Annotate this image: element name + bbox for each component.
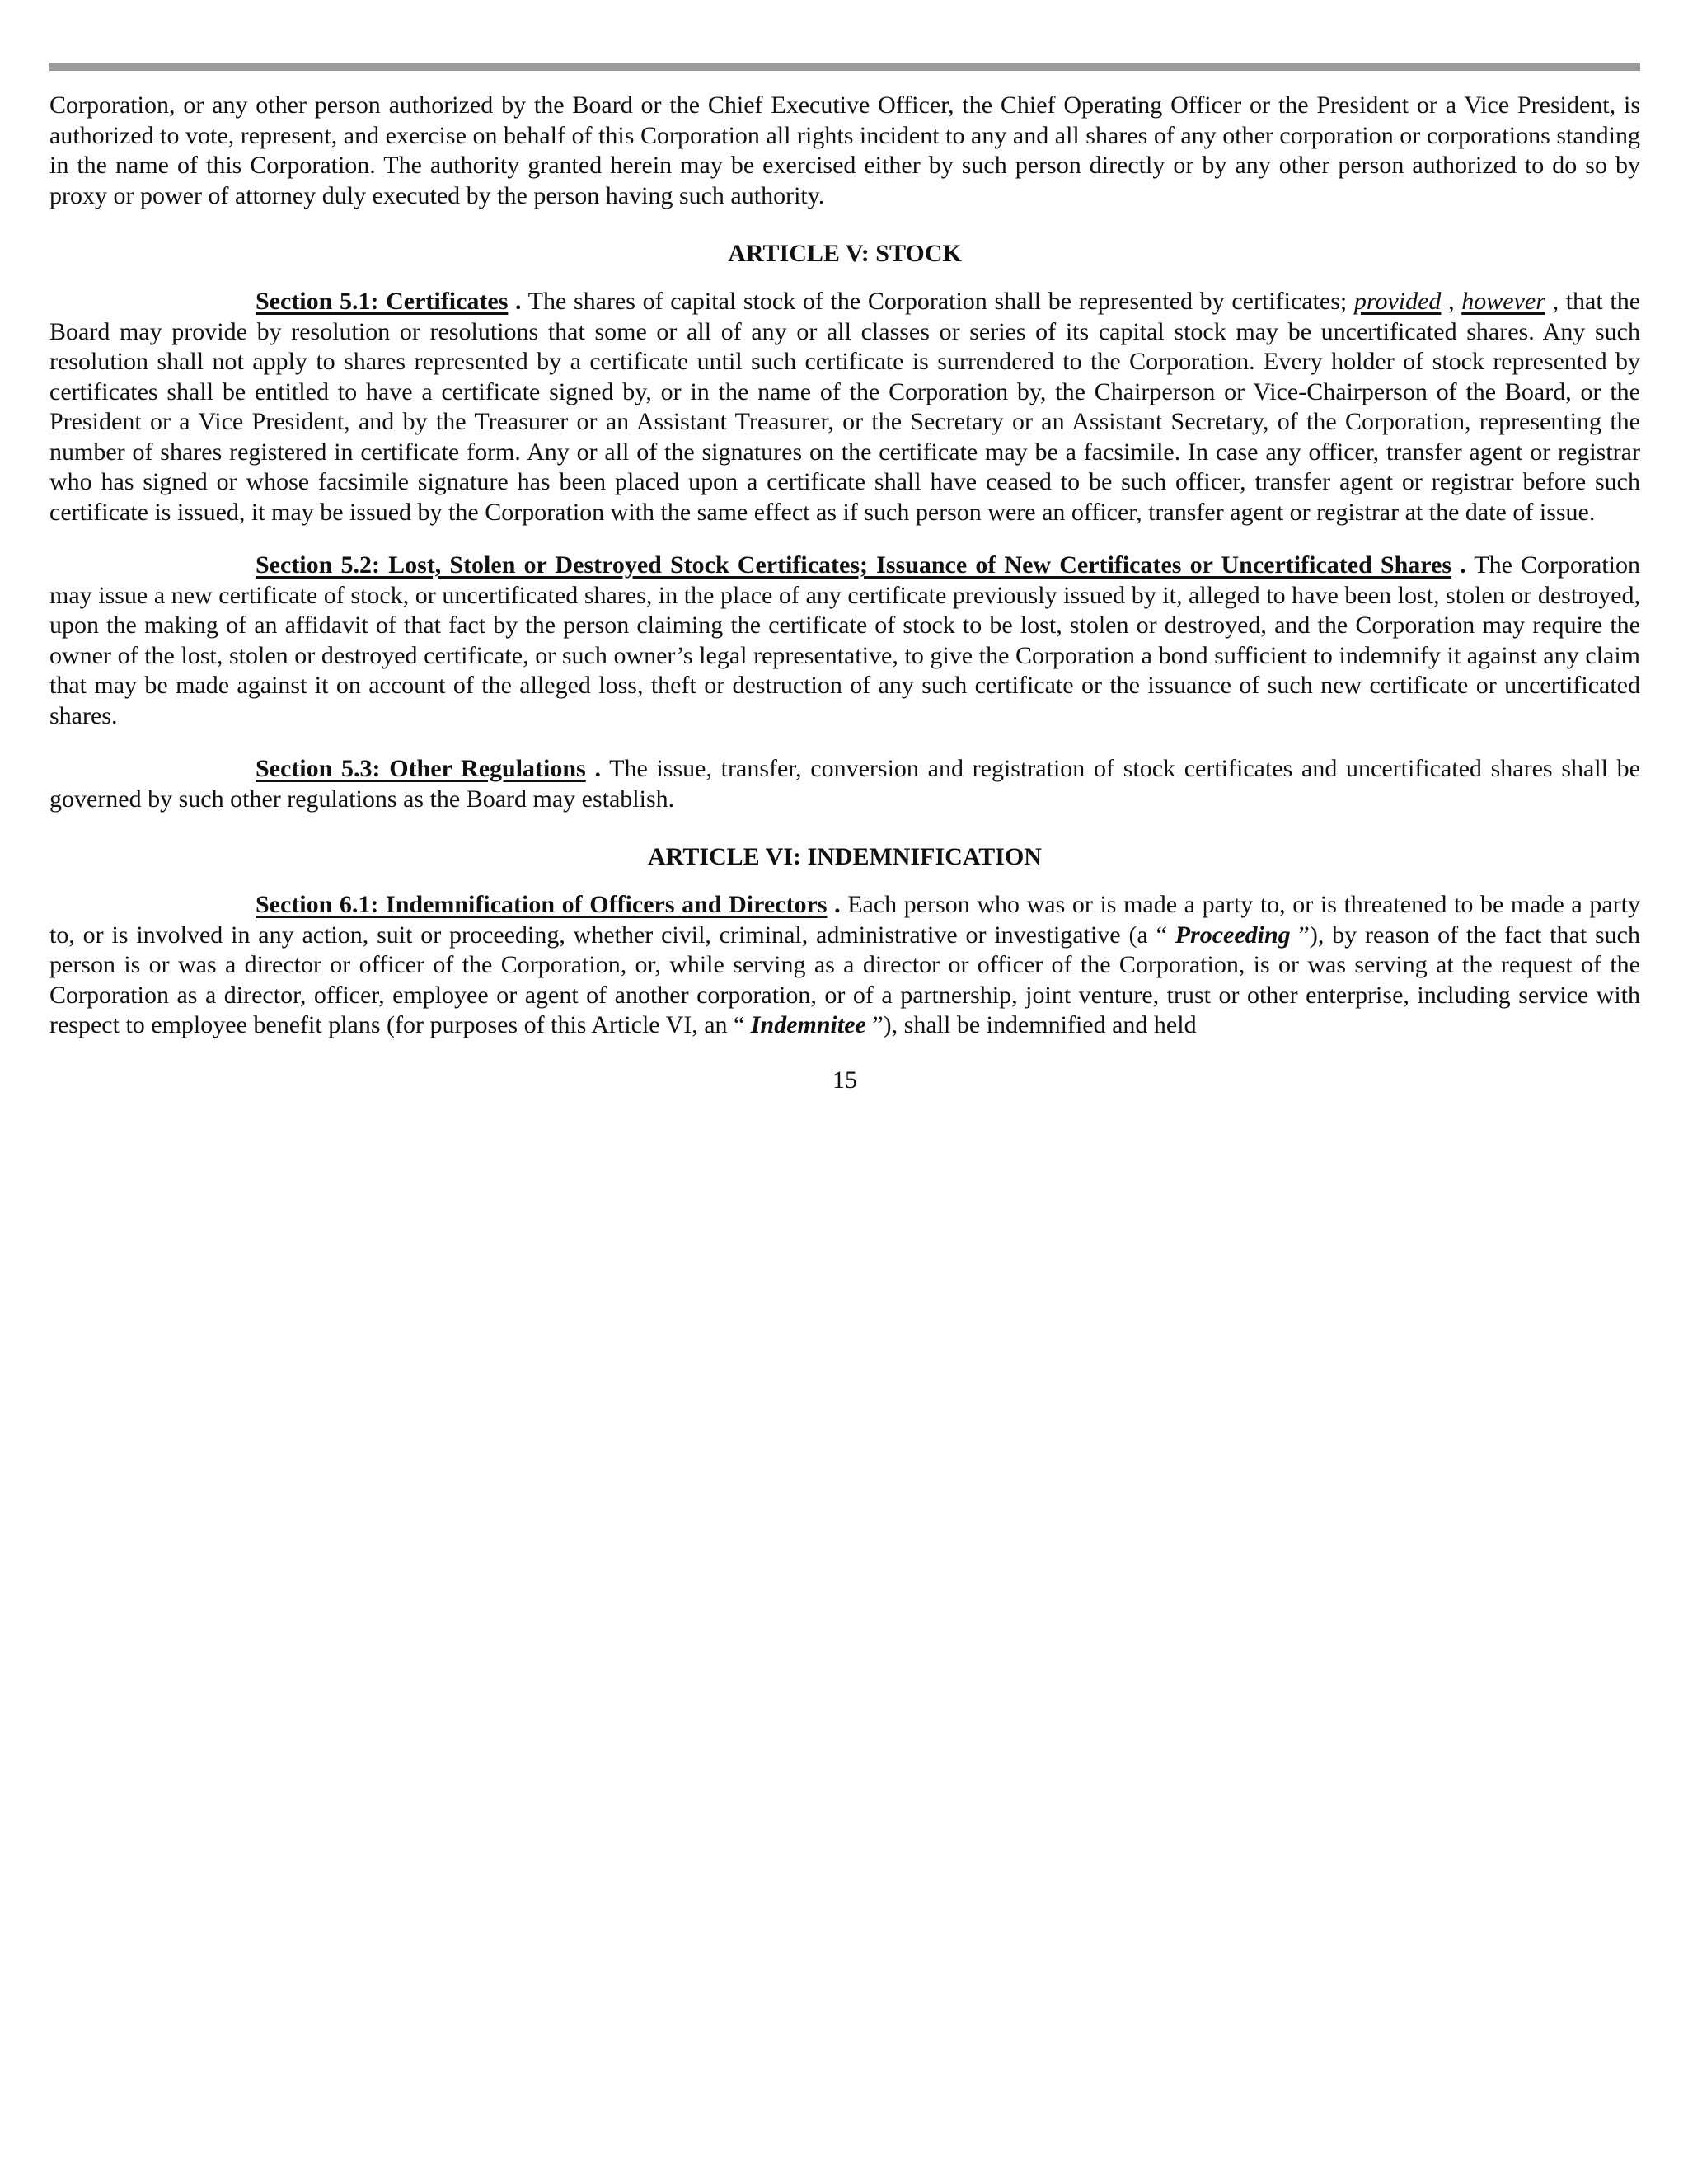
proceeding-term: Proceeding xyxy=(1175,921,1291,949)
document-page xyxy=(49,63,1640,1095)
section-5-1-text-b: , that the Board may provide by resolution or resolutions that some or all of any or all classes or series of its capital stock may be uncertificated shares. Any such resolution shall not apply to shares represented by a certificate until such certificate is surrendered to the Corporation. Every holder of stock represented by certificates shall be entitled to have a certificate signed by, or in the name of the Corporation by, the Chairperson or Vice-Chairperson of the Board, or the President or a Vice President, and by the Treasurer or an Assistant Treasurer, or the Secretary or an Assistant Secretary, of the Corporation, representing the number of shares registered in certificate form. Any or all of the signatures on the certificate may be a facsimile. In case any officer, transfer agent or registrar who has signed or whose facsimile signature has been placed upon a certificate shall have ceased to be such officer, transfer agent or registrar before such certificate is issued, it may be issued by the Corporation with the same effect as if such person were an officer, transfer agent or registrar at the date of issue. xyxy=(49,288,1641,526)
section-6-1-paragraph xyxy=(49,890,1640,1041)
section-5-3-paragraph xyxy=(49,754,1640,814)
section-5-1-paragraph xyxy=(49,287,1640,527)
section-5-2-paragraph xyxy=(49,551,1640,731)
page-number: 15 xyxy=(832,1066,857,1094)
section-6-1-text-b: ”), by reason of the fact that such person is or was a director or officer of the Corporation, or, while serving as a director or officer of the Corporation, is or was serving at the request of the Corporation as a director, officer, employee or agent of another corporation, or of a partnership, joint venture, trust or other enterprise, including service with respect to employee benefit plans (for purposes of this Article VI, an “ xyxy=(49,921,1640,1038)
section-5-3-period: . xyxy=(585,755,601,782)
section-5-3-title: Section 5.3: Other Regulations xyxy=(256,755,586,782)
section-6-1-period: . xyxy=(827,891,841,918)
section-5-2-period: . xyxy=(1451,551,1466,579)
section-6-1-title: Section 6.1: Indemnification of Officers and Directors xyxy=(256,891,828,918)
indemnitee-term: Indemnitee xyxy=(750,1011,866,1038)
section-5-2-text: The Corporation may issue a new certificate of stock, or uncertificated shares, in the place of any certificate previously issued by it, alleged to have been lost, stolen or destroyed, upon the making of an affidavit of that fact by the person claiming the certificate of stock to be lost, stolen or destroyed, and the Corporation may require the owner of the lost, stolen or destroyed certificate, or such owner’s legal representative, to give the Corporation a bond sufficient to indemnify it against any claim that may be made against it on account of the alleged loss, theft or destruction of any such certificate or the issuance of such new certificate or uncertificated shares. xyxy=(49,551,1640,729)
section-5-3-text: The issue, transfer, conversion and registration of stock certificates and uncertificated shares shall be governed by such other regulations as the Board may establish. xyxy=(49,755,1640,813)
provided-term: provided xyxy=(1353,288,1442,315)
section-5-1-period: . xyxy=(508,288,522,315)
section-5-1-text-a: The shares of capital stock of the Corporation shall be represented by certificates; xyxy=(521,288,1354,315)
section-6-1-text-c: ”), shall be indemnified and held xyxy=(865,1011,1197,1038)
section-5-1-title: Section 5.1: Certificates xyxy=(256,288,509,315)
section-5-1-comma: , xyxy=(1441,288,1462,315)
section-6-1-text-a: Each person who was or is made a party to, or is threatened to be made a party to, or is involved in any action, suit or proceeding, whether civil, criminal, administrative or investigative (a “ xyxy=(49,891,1640,949)
however-term: however xyxy=(1461,288,1545,315)
top-rule xyxy=(49,63,1640,71)
intro-paragraph: Corporation, or any other person authorized by the Board or the Chief Executive Officer, the Chief Operating Officer or the President or a Vice President, is authorized to vote, represent, and exercise on behalf of this Corporation all rights incident to any and all shares of any other corporation or corporations standing in the name of this Corporation. The authority granted herein may be exercised either by such person directly or by any other person authorized to do so by proxy or power of attorney duly executed by the person having such authority. xyxy=(49,91,1640,209)
article-5-heading: ARTICLE V: STOCK xyxy=(728,240,962,267)
article-6-heading: ARTICLE VI: INDEMNIFICATION xyxy=(648,843,1042,870)
section-5-2-title: Section 5.2: Lost, Stolen or Destroyed Stock Certificates; Issuance of New Certificates or Uncertificated Shares xyxy=(256,551,1452,579)
